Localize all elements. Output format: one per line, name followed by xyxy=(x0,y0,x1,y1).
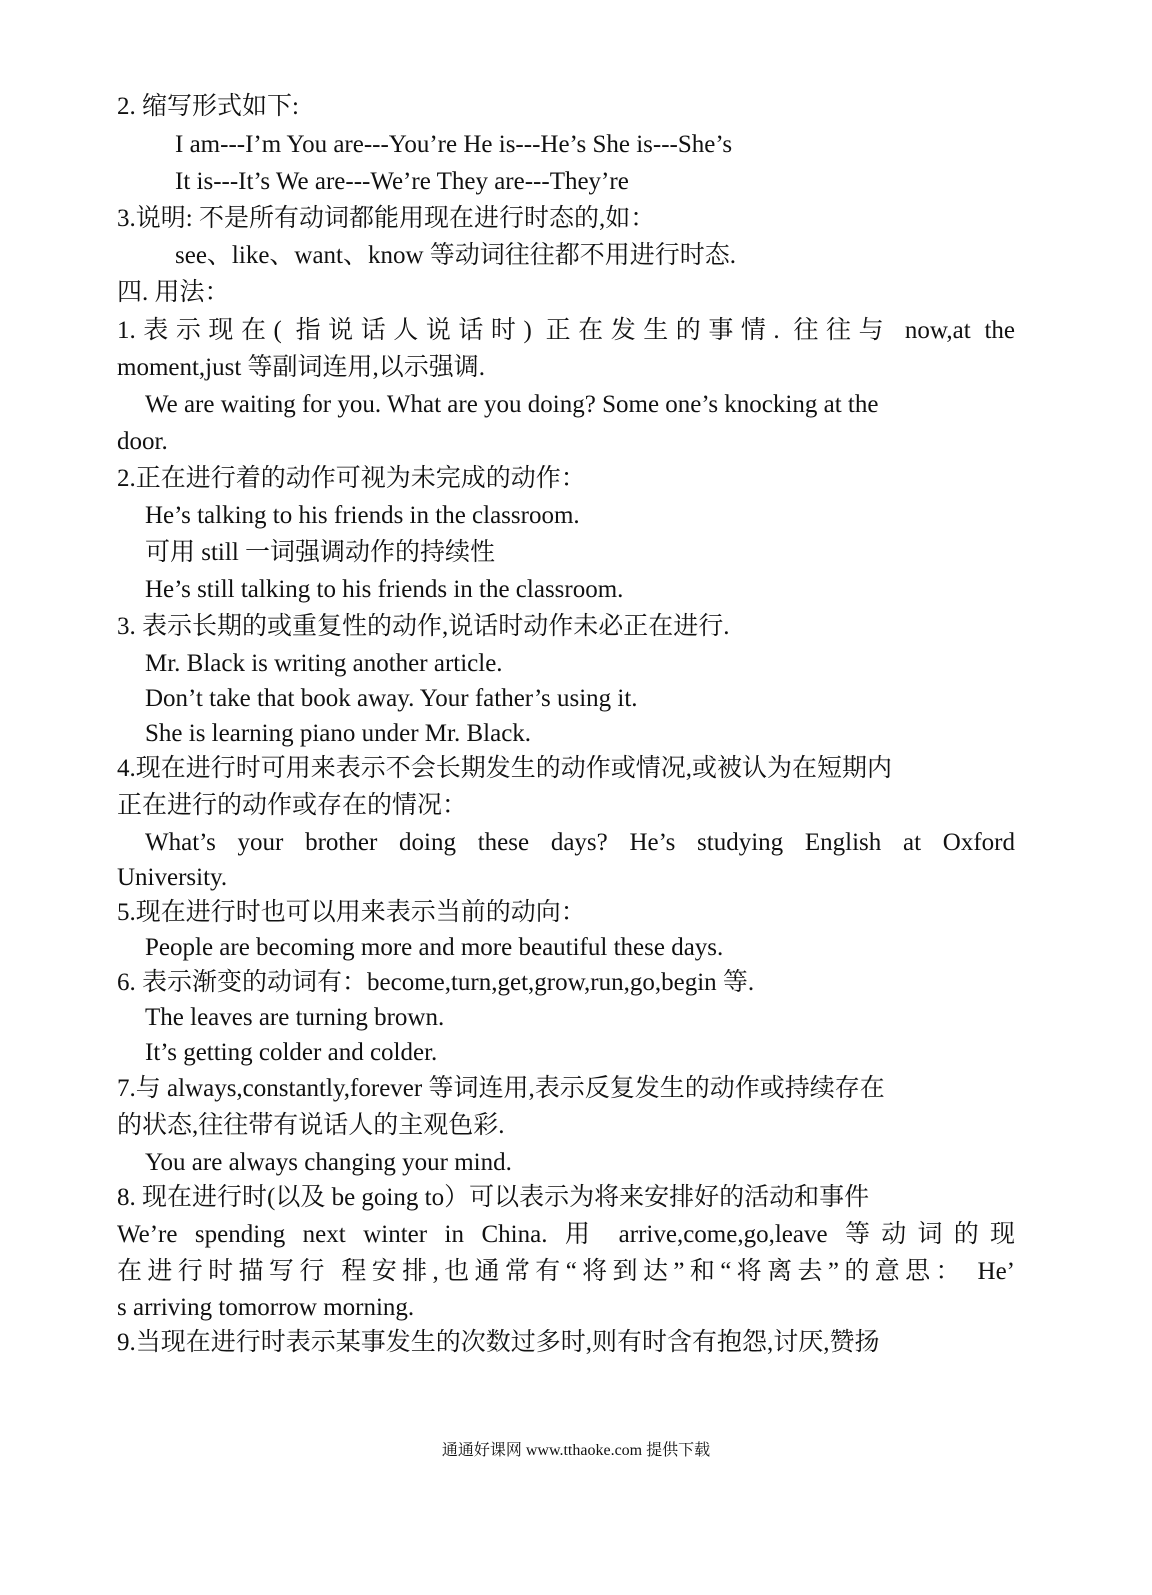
usage-9-line-1: 9.当现在进行时表示某事发生的次数过多时,则有时含有抱怨,讨厌,赞扬 xyxy=(117,1329,880,1356)
usage-8-line-2: We’re spending next winter in China. 用 arrive,come,go,leave 等动词的现 xyxy=(117,1221,1015,1248)
contraction-line-2: It is---It’s We are---We’re They are---They’re xyxy=(175,168,629,195)
example-line: Mr. Black is writing another article. xyxy=(145,650,503,677)
usage-4-line-2: 正在进行的动作或存在的情况： xyxy=(117,792,468,819)
page-footer: 通通好课网 www.tthaoke.com 提供下载 xyxy=(441,1442,711,1459)
contraction-line-1: I am---I’m You are---You’re He is---He’s She is---She’s xyxy=(175,131,733,158)
example-line-cont: University. xyxy=(117,864,228,891)
example-line: You are always changing your mind. xyxy=(145,1149,512,1176)
usage-3-heading: 3. 表示长期的或重复性的动作,说话时动作未必正在进行. xyxy=(117,613,730,640)
example-line: Don’t take that book away. Your father’s using it. xyxy=(145,685,638,712)
example-line: The leaves are turning brown. xyxy=(145,1004,445,1031)
verb-list-line: see、like、want、know 等动词往往都不用进行时态. xyxy=(175,242,737,269)
example-line: He’s still talking to his friends in the classroom. xyxy=(145,576,624,603)
note-line: 可用 still 一词强调动作的持续性 xyxy=(145,539,496,566)
usage-8-line-3: 在进行时描写行 程安排,也通常有“将到达”和“将离去”的意思： He’ xyxy=(117,1258,1015,1285)
usage-8-line-1: 8. 现在进行时(以及 be going to）可以表示为将来安排好的活动和事件 xyxy=(117,1184,870,1211)
usage-8-line-4: s arriving tomorrow morning. xyxy=(117,1294,415,1321)
example-line: It’s getting colder and colder. xyxy=(145,1039,438,1066)
usage-2-heading: 2.正在进行着的动作可视为未完成的动作： xyxy=(117,465,586,492)
usage-7-line-1: 7.与 always,constantly,forever 等词连用,表示反复发生的动作或持续存在 xyxy=(117,1075,885,1102)
example-line: She is learning piano under Mr. Black. xyxy=(145,720,532,747)
example-line: He’s talking to his friends in the classroom. xyxy=(145,502,580,529)
usage-heading: 四. 用法： xyxy=(117,279,230,306)
example-line: What’s your brother doing these days? He’s studying English at Oxford xyxy=(145,829,1015,856)
usage-4-line-1: 4.现在进行时可用来表示不会长期发生的动作或情况,或被认为在短期内 xyxy=(117,755,893,782)
example-line-cont: door. xyxy=(117,428,168,455)
usage-1-line-2: moment,just 等副词连用,以示强调. xyxy=(117,354,486,381)
section-2-heading: 2. 缩写形式如下: xyxy=(117,93,299,120)
section-3-heading: 3.说明: 不是所有动词都能用现在进行时态的,如： xyxy=(117,205,656,232)
example-line: We are waiting for you. What are you doing? Some one’s knocking at the xyxy=(145,391,879,418)
usage-6-heading: 6. 表示渐变的动词有：become,turn,get,grow,run,go,begin 等. xyxy=(117,969,755,996)
usage-5-heading: 5.现在进行时也可以用来表示当前的动向： xyxy=(117,899,586,926)
example-line: People are becoming more and more beautiful these days. xyxy=(145,934,724,961)
usage-7-line-2: 的状态,往往带有说话人的主观色彩. xyxy=(117,1112,505,1139)
usage-1-line-1: 1.表示现在( 指说话人说话时) 正在发生的事情. 往往与 now,at the xyxy=(117,317,1015,344)
